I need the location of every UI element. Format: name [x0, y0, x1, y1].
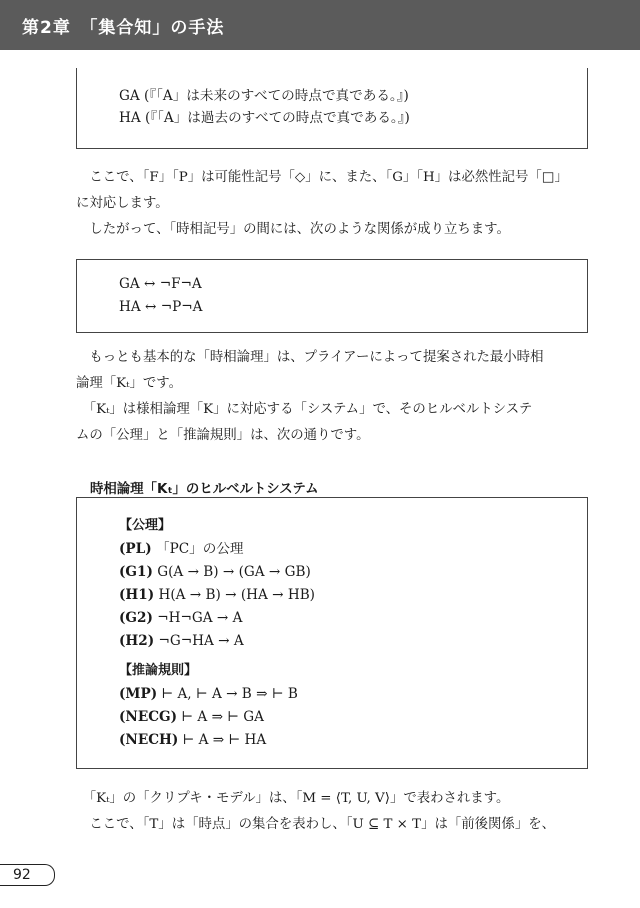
axiom-label: (H2): [119, 633, 155, 649]
axiom-text: ¬H¬GA → A: [157, 610, 243, 626]
relation-line-ha: HA ↔ ¬P¬A: [119, 299, 203, 315]
page-number-tab: [0, 864, 55, 886]
chapter-title: 第2章 「集合知」の手法: [22, 18, 225, 38]
axiom-text: ¬G¬HA → A: [158, 633, 244, 649]
axioms-heading: 【公理】: [119, 518, 172, 533]
relation-box: [76, 259, 588, 333]
system-heading: 時相論理「Kₜ」のヒルベルトシステム: [90, 482, 319, 497]
relation-line-ga: GA ↔ ¬F¬A: [119, 276, 202, 292]
chapter-header: [0, 0, 640, 50]
axiom-label: (G1): [119, 564, 153, 580]
paragraph-3-line-2: ここで、「T」は「時点」の集合を表わし、「U ⊆ T × T」は「前後関係」を、: [89, 817, 555, 832]
paragraph-3: [76, 786, 588, 838]
axiom-text: G(A → B) → (GA → GB): [157, 564, 311, 580]
paragraph-2: [76, 345, 588, 449]
rule-nech: [119, 730, 266, 750]
definition-line-ha: HA (『「A」は過去のすべての時点で真である。』): [119, 110, 410, 126]
paragraph-3-line-1: 「Kₜ」の「クリプキ・モデル」は、「M = ⟨T, U, V⟩」で表わされます。: [82, 791, 510, 806]
rule-text: ⊢ A ⇒ ⊢ HA: [182, 732, 267, 748]
axiom-label: (G2): [119, 610, 153, 626]
paragraph-2-line-3: 「Kₜ」は様相論理「K」に対応する「システム」で、そのヒルベルトシステ: [82, 402, 533, 417]
rule-text: ⊢ A ⇒ ⊢ GA: [181, 709, 264, 725]
axiom-text: H(A → B) → (HA → HB): [158, 587, 315, 603]
axiom-label: (H1): [119, 587, 155, 603]
rule-necg: [119, 707, 264, 727]
axiom-text: 「PC」の公理: [155, 541, 244, 557]
paragraph-2-line-2: 論理「Kₜ」です。: [76, 376, 182, 391]
paragraph-1-line-3: したがって、「時相記号」の間には、次のような関係が成り立ちます。: [89, 222, 510, 237]
axiom-h2: [119, 631, 244, 651]
paragraph-2-line-4: ムの「公理」と「推論規則」は、次の通りです。: [76, 428, 370, 443]
axiom-pl: [119, 539, 244, 559]
axiom-h1: [119, 585, 315, 605]
definition-line-ga: GA (『「A」は未来のすべての時点で真である。』): [119, 88, 409, 104]
axiom-label: (PL): [119, 541, 152, 557]
paragraph-1-line-2: に対応します。: [76, 196, 169, 211]
rule-label: (MP): [119, 686, 158, 702]
paragraph-1: [76, 165, 588, 243]
top-definition-box: [76, 68, 588, 149]
rules-heading: 【推論規則】: [119, 663, 198, 678]
rule-mp: [119, 684, 298, 704]
rule-text: ⊢ A, ⊢ A → B ⇒ ⊢ B: [161, 686, 298, 702]
page-number: 92: [13, 867, 31, 883]
rule-label: (NECG): [119, 709, 178, 725]
paragraph-2-line-1: もっとも基本的な「時相論理」は、プライアーによって提案された最小時相: [89, 350, 544, 365]
axiom-g2: [119, 608, 242, 628]
paragraph-1-line-1: ここで、「F」「P」は可能性記号「◇」に、また、「G」「H」は必然性記号「□」: [89, 170, 568, 185]
rule-label: (NECH): [119, 732, 179, 748]
axiom-g1: [119, 562, 311, 582]
axiom-box: [76, 497, 588, 769]
